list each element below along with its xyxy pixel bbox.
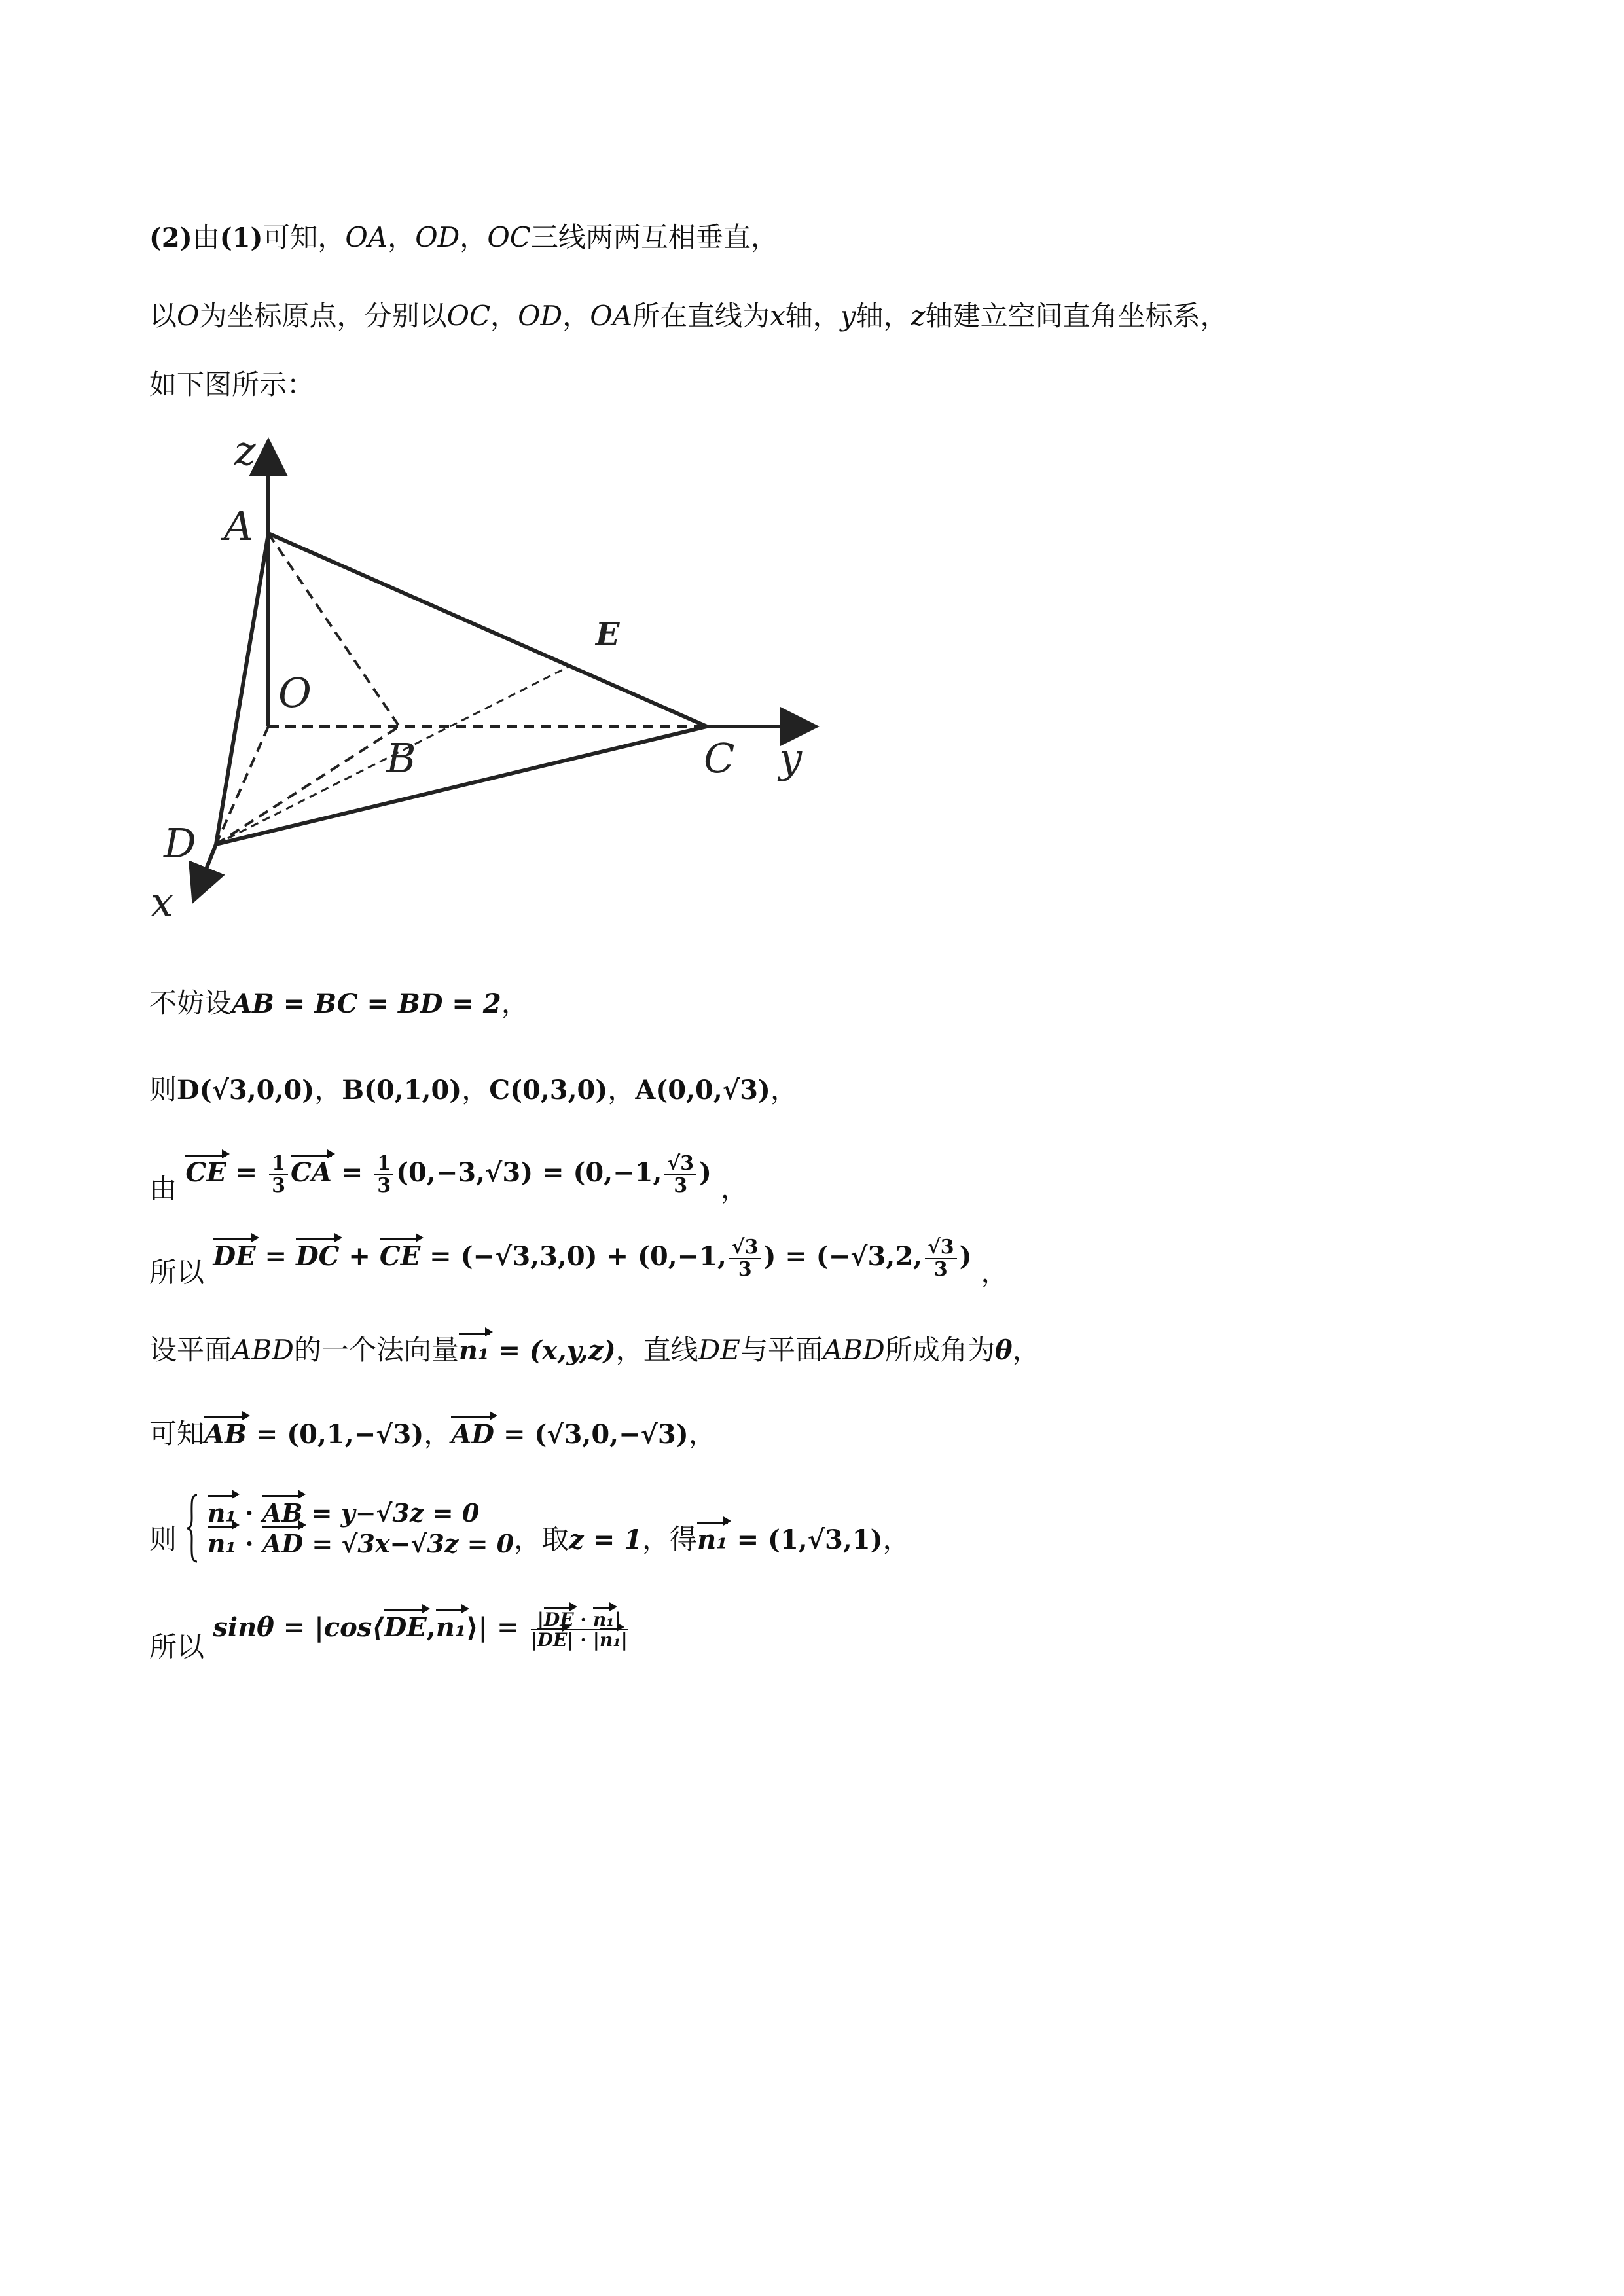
fraction	[729, 1237, 761, 1280]
text: ，	[770, 1073, 798, 1105]
label-o: O	[278, 669, 312, 717]
text: )	[699, 1157, 712, 1188]
coordinate-figure	[137, 425, 864, 929]
coord-c: C(0,3,0)	[489, 1075, 608, 1105]
abs: |	[621, 1629, 628, 1651]
numerator: √3	[729, 1237, 761, 1259]
text: 轴，	[856, 300, 911, 332]
denominator: 3	[272, 1174, 285, 1197]
text: 所以	[149, 1256, 205, 1289]
plane-abd: ABD	[232, 1334, 294, 1366]
equation: = √3x−√3z = 0	[312, 1529, 514, 1558]
denominator: 3	[674, 1174, 688, 1197]
text-line-5	[149, 1068, 798, 1107]
vec-ab: AB	[262, 1498, 303, 1528]
fraction	[374, 1153, 393, 1196]
text: 轴，	[785, 300, 840, 332]
text: ，	[314, 1073, 342, 1105]
edge-db	[216, 726, 399, 844]
text: ，	[607, 1073, 636, 1105]
text: ，	[1012, 1334, 1040, 1366]
axis-z: z	[911, 300, 926, 332]
numerator: √3	[664, 1153, 696, 1175]
ref-label: (1)	[219, 223, 263, 253]
vec-de: DE	[537, 1629, 568, 1651]
denominator: 3	[377, 1174, 391, 1197]
plane-abd: ABD	[822, 1334, 885, 1366]
axis-y: y	[840, 300, 856, 332]
text: ，	[981, 1256, 1009, 1289]
label-x: x	[151, 878, 173, 926]
text: ⟩| =	[466, 1612, 519, 1643]
abs: |	[537, 1609, 544, 1630]
vec-n1: n₁	[207, 1498, 237, 1528]
denominator: 3	[933, 1257, 948, 1281]
coord-b: B(0,1,0)	[342, 1075, 462, 1105]
part-label: (2)	[149, 223, 192, 253]
text: ) = (−√3,2,	[763, 1240, 923, 1272]
text: 由	[149, 1172, 177, 1205]
text: ，	[461, 1073, 490, 1105]
abs: |	[614, 1609, 621, 1630]
text: ，	[490, 300, 518, 332]
dot: ·	[245, 1498, 254, 1528]
text: ，	[388, 221, 416, 253]
text-line-1	[149, 216, 778, 255]
text: ，	[424, 1418, 452, 1450]
text: =	[235, 1157, 258, 1188]
text: 所成角为	[884, 1334, 995, 1366]
equation: AB = BC = BD = 2	[232, 988, 501, 1019]
text: ，	[501, 987, 529, 1019]
text: )	[959, 1240, 972, 1272]
equation: = (√3,0,−√3)	[503, 1419, 689, 1450]
equation-system	[208, 1498, 514, 1560]
text: ，取	[514, 1523, 569, 1555]
vec-de: DE	[543, 1609, 574, 1630]
axis-x: x	[769, 300, 785, 332]
coord-d: D(√3,0,0)	[177, 1075, 315, 1105]
numerator: 1	[374, 1153, 393, 1175]
numerator: 1	[269, 1153, 288, 1175]
text-line-10	[149, 1492, 911, 1564]
vec-n1: n₁	[600, 1629, 621, 1651]
fraction	[925, 1237, 957, 1280]
vec-n1: n₁	[435, 1612, 467, 1643]
text: (0,−3,√3) = (0,−1,	[396, 1157, 662, 1188]
vec-ab: AB	[204, 1419, 247, 1450]
label-d: D	[164, 819, 196, 867]
text: 为坐标原点，分别以	[199, 300, 447, 332]
text: ，	[460, 221, 488, 253]
label-z: z	[234, 427, 256, 475]
equation: = (1,√3,1)	[736, 1524, 883, 1555]
vec-n1: n₁	[697, 1524, 728, 1555]
text: ，	[882, 1523, 911, 1555]
edge-dc	[216, 726, 707, 844]
text: +	[348, 1240, 370, 1272]
text: ，	[688, 1418, 716, 1450]
text-line-3: 如下图所示：	[149, 368, 315, 401]
equation: z = 1	[569, 1524, 643, 1555]
text: 可知	[149, 1418, 205, 1450]
vec-ce: CE	[379, 1240, 421, 1272]
equation: = y−√3z = 0	[311, 1498, 480, 1528]
edge-ad	[216, 533, 268, 844]
fraction	[269, 1153, 288, 1196]
text-line-2	[149, 295, 1228, 334]
fraction	[664, 1153, 696, 1196]
text: ，得	[642, 1523, 698, 1555]
text-line-4	[149, 982, 529, 1021]
text: 不妨设	[149, 987, 232, 1019]
label-c: C	[704, 734, 735, 782]
label-y: y	[779, 734, 803, 782]
abs: |	[530, 1629, 537, 1651]
vec-n1: n₁	[458, 1335, 490, 1366]
text-line-7	[149, 1237, 1009, 1291]
text-line-11	[149, 1610, 630, 1664]
text: = (−√3,3,0) + (0,−1,	[429, 1240, 727, 1272]
text-line-6	[149, 1153, 748, 1207]
text: 所在直线为	[632, 300, 770, 332]
coord-a: A(0,0,√3)	[635, 1075, 770, 1105]
text: =	[340, 1157, 363, 1188]
seg-oa: OA	[345, 221, 388, 253]
x-axis	[195, 844, 216, 897]
text: 与平面	[740, 1334, 823, 1366]
vec-de: DE	[384, 1612, 427, 1643]
seg-od: OD	[415, 221, 460, 253]
fraction	[531, 1610, 628, 1650]
text: 由	[192, 221, 220, 253]
left-brace	[185, 1492, 198, 1564]
label-a: A	[224, 502, 253, 550]
vec-ca: CA	[290, 1157, 332, 1188]
text: ，	[720, 1172, 748, 1205]
theta: θ	[994, 1335, 1013, 1366]
dot: ·	[245, 1529, 254, 1558]
denominator: 3	[738, 1257, 752, 1281]
seg-oc: OC	[487, 221, 531, 253]
equation: = (x,y,z)	[498, 1335, 616, 1366]
text: | · |	[567, 1629, 600, 1651]
dot: ·	[580, 1609, 587, 1630]
text: ，直线	[615, 1334, 698, 1366]
text: 所以	[149, 1630, 205, 1663]
text-line-9	[149, 1412, 716, 1452]
text: 三线两两互相垂直，	[530, 221, 778, 253]
edge-ac	[268, 533, 707, 726]
text: =	[264, 1240, 287, 1272]
vec-ce: CE	[185, 1157, 226, 1188]
vec-n1: n₁	[592, 1609, 615, 1630]
label-b: B	[386, 734, 416, 782]
seg-od: OD	[518, 300, 563, 332]
equation: = (0,1,−√3)	[255, 1419, 424, 1450]
vec-n1: n₁	[207, 1529, 237, 1558]
label-e: E	[596, 616, 620, 653]
seg-oc: OC	[446, 300, 491, 332]
equation: sinθ = |cos⟨	[213, 1612, 384, 1643]
vec-dc: DC	[295, 1240, 340, 1272]
text: 以	[149, 300, 177, 332]
text: 则	[149, 1523, 177, 1555]
text: 设平面	[149, 1334, 232, 1366]
numerator: √3	[925, 1237, 957, 1259]
vec-ad: AD	[262, 1529, 304, 1558]
text: ，	[562, 300, 590, 332]
text: 的一个法向量	[293, 1334, 459, 1366]
edge-od	[216, 726, 268, 844]
line-de: DE	[698, 1334, 740, 1366]
text: 则	[149, 1073, 177, 1105]
vec-de: DE	[213, 1240, 256, 1272]
point-o: O	[177, 300, 200, 332]
text: 可知，	[262, 221, 346, 253]
text: 轴建立空间直角坐标系，	[925, 300, 1228, 332]
text-line-8	[149, 1329, 1040, 1368]
text: ,	[426, 1612, 436, 1643]
vec-ad: AD	[451, 1419, 494, 1450]
seg-oa: OA	[590, 300, 632, 332]
